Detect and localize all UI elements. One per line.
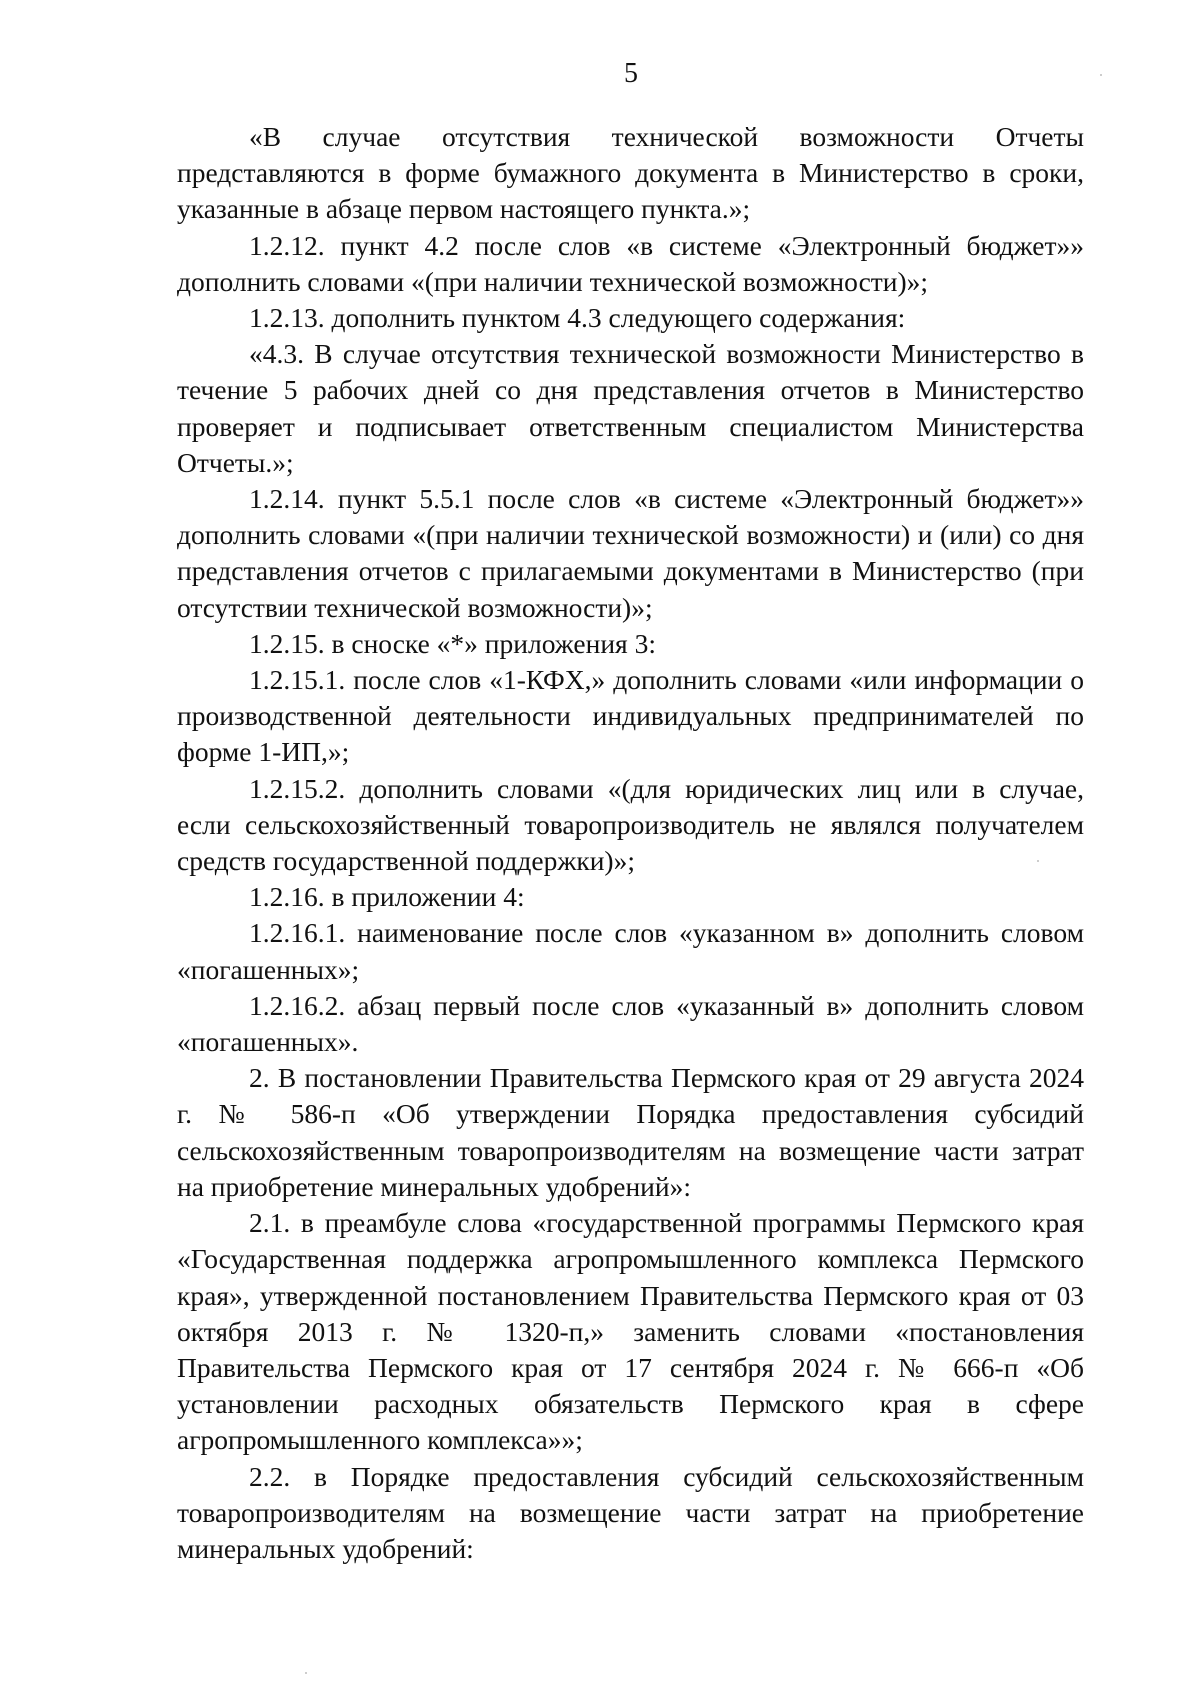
paragraph-1-2-13: 1.2.13. дополнить пунктом 4.3 следующего содержания: <box>249 302 906 334</box>
scan-speck <box>305 1672 307 1674</box>
paragraph-1-2-16-2: 1.2.16.2. абзац первый после слов «указанный в» дополнить словом «погашенных». <box>177 989 1084 1058</box>
scan-speck <box>1037 860 1039 862</box>
page-number: 5 <box>624 58 638 89</box>
paragraph-1-2-12: 1.2.12. пункт 4.2 после слов «в системе «Электронный бюджет»» дополнить словами «(при наличии технической возможности)»; <box>177 229 1084 297</box>
paragraph-closing-quote: «В случае отсутствия технической возможности Отчеты представляются в форме бумажного документа в Министерство в сроки, указанные в абзаце первом настоящего пункта.»; <box>177 121 1084 225</box>
scan-speck <box>1100 74 1102 76</box>
paragraph-4-3: «4.3. В случае отсутствия технической возможности Министерство в течение 5 рабочих дней со дня представления отчетов в Министерство проверяет и подписывает ответственным специалистом Министерства Отчеты.»; <box>177 338 1084 478</box>
paragraph-1-2-15-1: 1.2.15.1. после слов «1-КФХ,» дополнить словами «или информации о производственной деятельности индивидуальных предпринимателей по форме 1-ИП,»; <box>177 664 1084 768</box>
paragraph-2: 2. В постановлении Правительства Пермского края от 29 августа 2024 г. № 586-п «Об утверждении Порядка предоставления субсидий сельскохозяйственным товаропроизводителям на возмещение части затрат на приобретение минеральных удобрений»: <box>177 1062 1084 1202</box>
paragraph-1-2-16: 1.2.16. в приложении 4: <box>249 881 525 913</box>
paragraph-1-2-16-1: 1.2.16.1. наименование после слов «указанном в» дополнить словом «погашенных»; <box>177 917 1084 985</box>
paragraph-1-2-14: 1.2.14. пункт 5.5.1 после слов «в системе «Электронный бюджет»» дополнить словами «(при наличии технической возможности) и (или) со дня представления отчетов с прилагаемыми документами в Министерство (при отсутствии технической возможности)»; <box>177 483 1084 623</box>
paragraph-1-2-15: 1.2.15. в сноске «*» приложения 3: <box>249 627 656 659</box>
paragraph-2-1: 2.1. в преамбуле слова «государственной программы Пермского края «Государственная поддержка агропромышленного комплекса Пермского края», утвержденной постановлением Правительства Пермского края от 03 октября 2013 г. № 1320-п,» заменить словами «постановления Правительства Пермского края от 17 сентября 2024 г. № 666-п «Об установлении расходных обязательств Пермского края в сфере агропромышленного комплекса»»; <box>177 1207 1084 1456</box>
paragraph-1-2-15-2: 1.2.15.2. дополнить словами «(для юридических лиц или в случае, если сельскохозяйственный товаропроизводитель не являлся получателем средств государственной поддержки)»; <box>177 772 1084 877</box>
paragraph-2-2: 2.2. в Порядке предоставления субсидий сельскохозяйственным товаропроизводителям на возмещение части затрат на приобретение минеральных удобрений: <box>177 1460 1084 1564</box>
document-body <box>177 119 1084 1567</box>
